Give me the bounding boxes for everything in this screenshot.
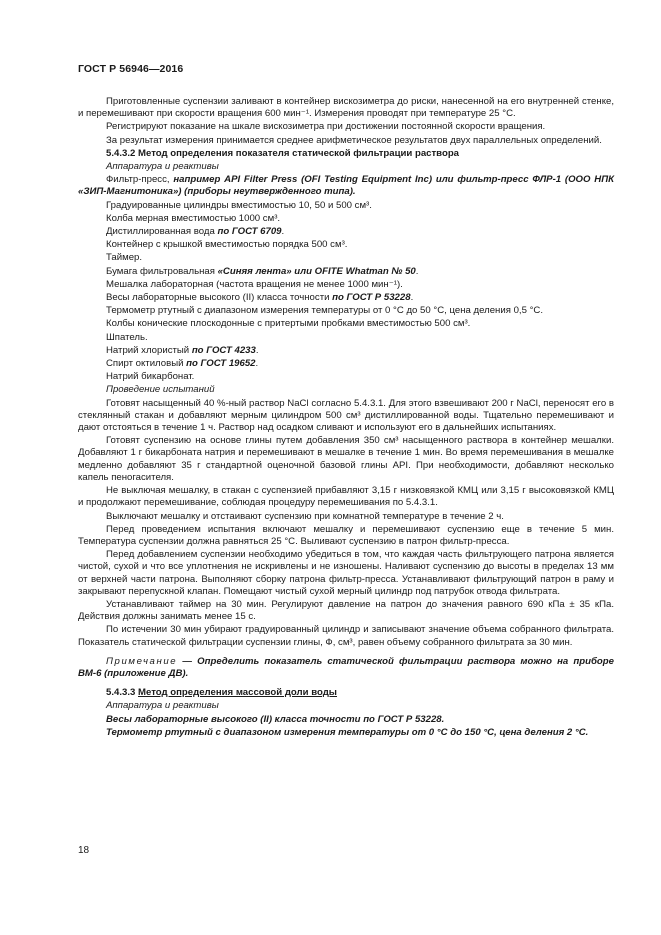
text-run: Градуированные цилиндры вместимостью 10, 50 и 500 см³. — [106, 199, 372, 211]
text-run: . — [410, 292, 414, 304]
text-run: Регистрируют показание на шкале вискозиметра при достижении постоянной скорости вращения. — [106, 121, 546, 133]
text-run: Натрий хлористый — [106, 344, 192, 356]
paragraph — [78, 714, 614, 726]
text-run: по ГОСТ 6709 — [217, 226, 282, 238]
paragraph — [78, 358, 614, 370]
text-run: Фильтр-пресс, — [106, 174, 174, 186]
paragraph — [78, 148, 614, 160]
paragraph — [78, 226, 614, 238]
document-header: ГОСТ Р 56946—2016 — [78, 63, 184, 75]
paragraph — [78, 305, 614, 317]
text-run: . — [255, 344, 259, 356]
text-run: Шпатель. — [106, 331, 148, 343]
paragraph — [78, 687, 614, 699]
text-run: 5.4.3.2 Метод определения показателя статической фильтрации раствора — [106, 147, 460, 159]
text-run: Не выключая мешалку, в стакан с суспензией прибавляют 3,15 г низковязкой КМЦ или 3,15 г высоковязкой КМЦ и продолжают перемешивание, соблюдая процедуру перемешивания по 5.4.3.1. — [78, 485, 614, 509]
tail-paragraph-list — [78, 687, 614, 739]
text-run: Натрий бикарбонат. — [106, 371, 195, 383]
paragraph — [78, 624, 614, 648]
text-run: по ГОСТ 4233 — [191, 344, 256, 356]
text-run: Контейнер с крышкой вместимостью порядка 500 см³. — [106, 239, 348, 251]
text-run: например API Filter Press (OFI Testing Equipment Inc) или фильтр-пресс ФЛР-1 (ООО НПК «ЗИП-Магнитоника») (приборы неутвержденного типа). — [78, 174, 614, 198]
document-body — [78, 96, 614, 740]
paragraph — [78, 200, 614, 212]
paragraph — [78, 266, 614, 278]
text-run: Готовят насыщенный 40 %-ный раствор NaCl согласно 5.4.3.1. Для этого взвешивают 200 г NaCl, переносят его в стеклянный стакан и добавляют мерным цилиндром 500 см³ дистиллированной воды. Тщательно перемешивают и дают отстояться в течение 1 ч. Раствор над осадком сливают и используют его в дальнейших испытаниях. — [78, 397, 614, 434]
note-label: Примечание — [106, 655, 178, 667]
paragraph — [78, 435, 614, 484]
text-run: Таймер. — [106, 252, 143, 264]
text-run: За результат измерения принимается среднее арифметическое результатов двух параллельных определений. — [106, 134, 602, 146]
text-run: Дистиллированная вода — [106, 226, 218, 238]
text-run: Приготовленные суспензии заливают в контейнер вискозиметра до риски, нанесенной на его внутренней стенке, и перемешивают при скорости вращения 600 мин⁻¹. Измерения проводят при температуре 25 °С. — [78, 96, 614, 120]
text-run: Перед проведением испытания включают мешалку и перемешивают суспензию еще в течение 5 мин. Температура суспензии должна равняться 25 °С. Выливают суспензию в патрон фильтр-пресса. — [78, 523, 614, 547]
page-number: 18 — [78, 845, 90, 856]
text-run: Аппаратура и реактивы — [106, 161, 219, 173]
paragraph — [78, 213, 614, 225]
note-text: — Определить показатель статической фильтрации раствора можно на приборе ВМ-6 (приложение ДВ). — [78, 655, 614, 679]
paragraph — [78, 524, 614, 548]
text-run: «Синяя лента» или OFITE Whatman № 50 — [217, 265, 416, 277]
note-paragraph — [78, 656, 614, 680]
paragraph — [78, 252, 614, 264]
paragraph — [78, 345, 614, 357]
paragraph — [78, 279, 614, 291]
text-run: по ГОСТ Р 53228 — [332, 292, 411, 304]
text-run: Термометр ртутный с диапазоном измерения температуры от 0 °С до 50 °С, цена деления 0,5 °С. — [106, 305, 544, 317]
paragraph — [78, 485, 614, 509]
paragraph — [78, 121, 614, 133]
text-run: Метод определения массовой доли воды — [138, 687, 338, 699]
paragraph — [78, 549, 614, 598]
paragraph — [78, 174, 614, 198]
text-run: Колбы конические плоскодонные с притертыми пробками вместимостью 500 см³. — [106, 318, 471, 330]
paragraph — [78, 727, 614, 739]
text-run: Мешалка лабораторная (частота вращения не менее 1000 мин⁻¹). — [106, 278, 403, 290]
paragraph — [78, 398, 614, 435]
paragraph-list — [78, 96, 614, 649]
text-run: Устанавливают таймер на 30 мин. Регулируют давление на патрон до значения равного 690 кПа ± 35 кПа. Действия должны занимать менее 15 с. — [78, 598, 614, 623]
text-run: 5.4.3.3 — [106, 687, 139, 699]
paragraph — [78, 371, 614, 383]
paragraph — [78, 384, 614, 396]
paragraph — [78, 318, 614, 330]
text-run: По истечении 30 мин убирают градуированный цилиндр и записывают значение объема собранного фильтрата. Показатель статической фильтрации суспензии глины, Ф, см³, равен объему собранного фильтрата за 30 мин. — [78, 624, 614, 648]
text-run: . — [281, 226, 285, 238]
paragraph — [78, 96, 614, 120]
text-run: Готовят суспензию на основе глины путем добавления 350 см³ насыщенного раствора в контейнер мешалки. Добавляют 1 г бикарбоната натрия и перемешивают в мешалке в течение 1 мин. Во время перемешивания в мешалке медленно добавляют 35 г стандартной оценочной базовой глины API. При необходимости, добавляют несколько капель пеногасителя. — [78, 435, 614, 483]
text-run: . — [255, 358, 259, 370]
text-run: Проведение испытаний — [106, 384, 215, 396]
text-run: Аппаратура и реактивы — [106, 700, 219, 712]
paragraph — [78, 599, 614, 623]
paragraph — [78, 135, 614, 147]
text-run: Колба мерная вместимостью 1000 см³. — [106, 212, 281, 224]
paragraph — [78, 332, 614, 344]
text-run: Перед добавлением суспензии необходимо убедиться в том, что каждая часть фильтрующего патрона является чистой, сухой и что все уплотнения не искривлены и не изношены. Наливают суспензию до высоты в пределах 13 мм от верхней части патрона. Выполняют сборку патрона фильтр-пресса. Устанавливают фильтрующий патрон в раму и закрывают перепускной клапан. Помещают чистый сухой мерный цилиндр под патрубок отвода фильтрата. — [78, 549, 614, 597]
paragraph — [78, 239, 614, 251]
paragraph — [78, 700, 614, 712]
text-run: Бумага фильтровальная — [106, 265, 218, 277]
text-run: Термометр ртутный с диапазоном измерения температуры от 0 °С до 150 °С, цена деления 2 °С. — [106, 726, 589, 738]
paragraph — [78, 511, 614, 523]
paragraph — [78, 292, 614, 304]
text-run: Выключают мешалку и отстаивают суспензию при комнатной температуре в течение 2 ч. — [106, 510, 504, 522]
text-run: Весы лабораторные высокого (II) класса точности — [106, 292, 333, 304]
text-run: Спирт октиловый — [106, 358, 187, 370]
paragraph — [78, 161, 614, 173]
text-run: . — [415, 265, 419, 277]
text-run: по ГОСТ 19652 — [186, 358, 256, 370]
text-run: Весы лабораторные высокого (II) класса точности по ГОСТ Р 53228. — [106, 713, 445, 725]
